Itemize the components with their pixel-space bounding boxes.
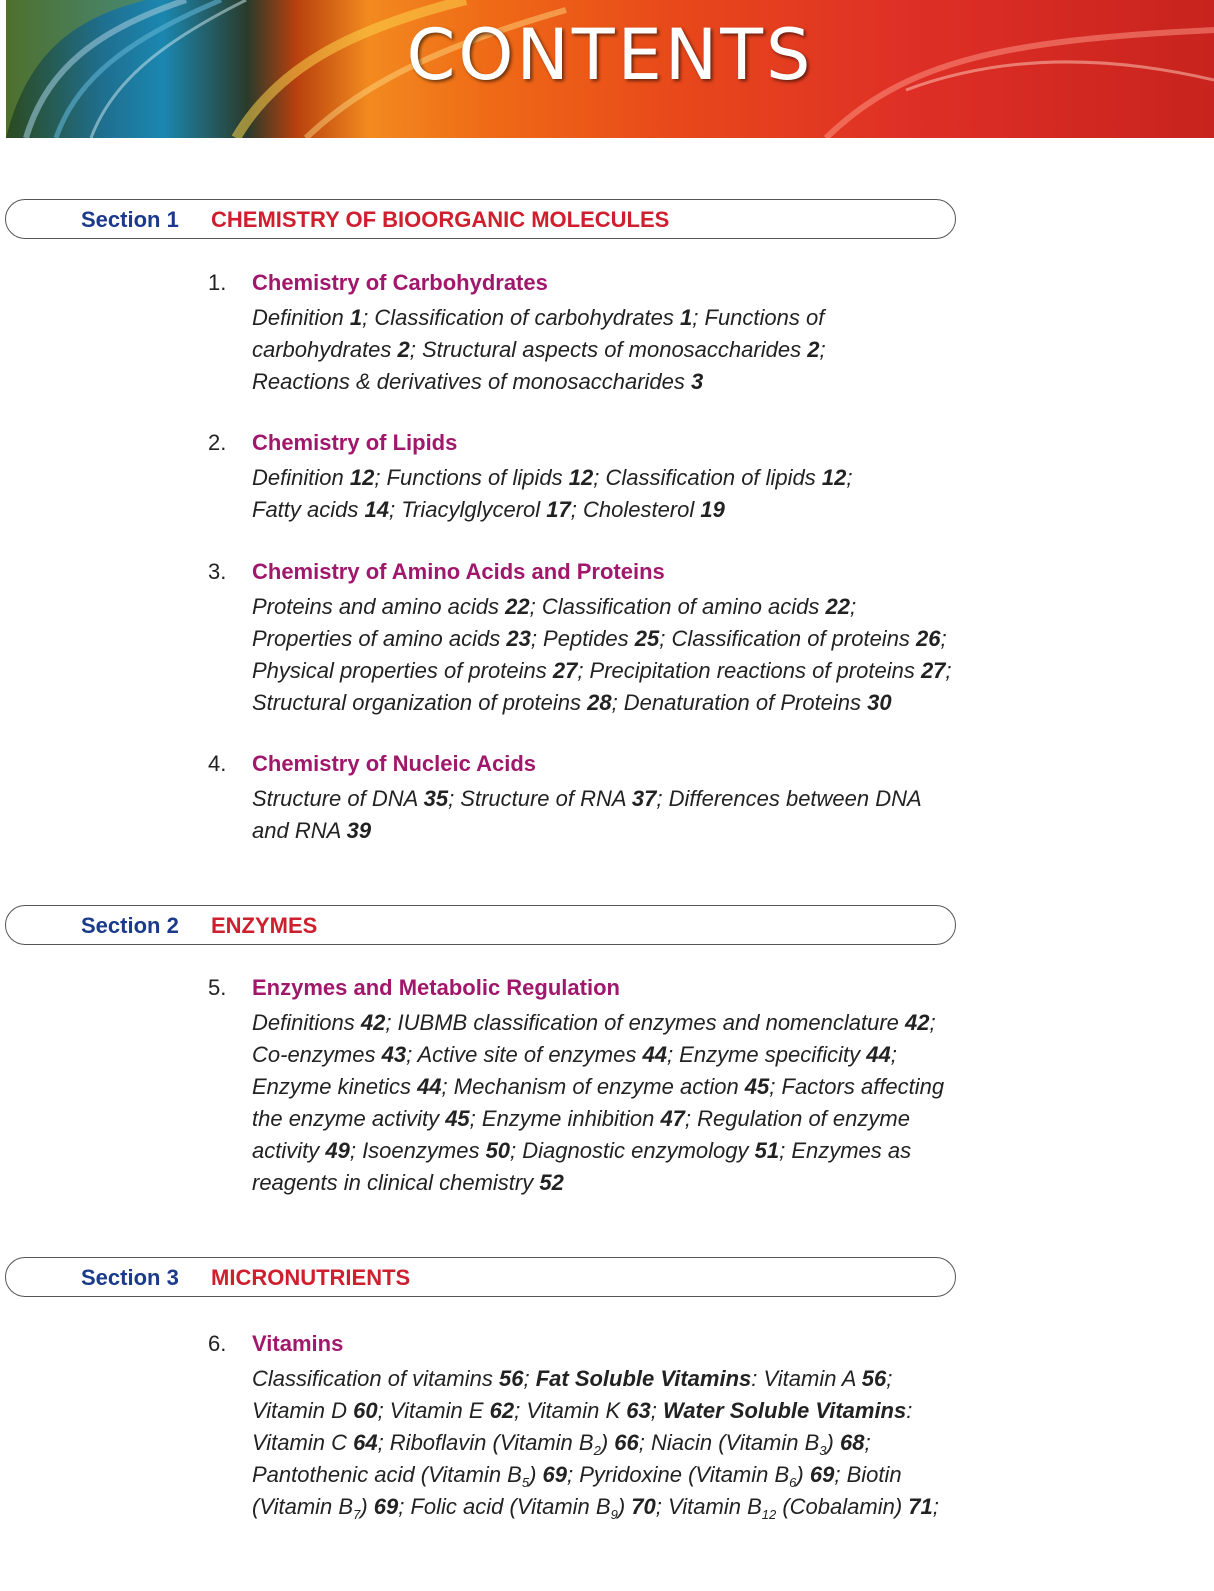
contents-banner bbox=[6, 0, 1214, 138]
page-number: 23 bbox=[506, 626, 531, 651]
topic-text: ; bbox=[650, 1398, 663, 1423]
topic-line bbox=[252, 1363, 1072, 1395]
topic-text: and RNA bbox=[252, 818, 347, 843]
page-number: 51 bbox=[754, 1138, 780, 1163]
topic-line bbox=[252, 591, 1072, 623]
topic-text: ; bbox=[945, 658, 952, 683]
section-header-3 bbox=[5, 1257, 956, 1297]
topic-text: ) bbox=[360, 1494, 374, 1519]
topic-text: ; Niacin (Vitamin B bbox=[638, 1430, 820, 1455]
page-number: 44 bbox=[417, 1074, 442, 1099]
topic-text: ; Triacylglycerol bbox=[388, 497, 547, 522]
topic-line bbox=[252, 1071, 1072, 1103]
subscript: 5 bbox=[521, 1475, 530, 1490]
page-number: Fat Soluble Vitamins bbox=[535, 1366, 752, 1391]
page-number: 19 bbox=[700, 497, 725, 522]
topic-text: ; Riboflavin (Vitamin B bbox=[377, 1430, 594, 1455]
chapter-title[interactable]: Enzymes and Metabolic Regulation bbox=[252, 975, 620, 1000]
topic-text: (Vitamin B bbox=[252, 1494, 354, 1519]
section-title: CHEMISTRY OF BIOORGANIC MOLECULES bbox=[211, 207, 670, 232]
topic-text: ; Peptides bbox=[530, 626, 635, 651]
topic-text: ) bbox=[600, 1430, 615, 1455]
page-number: 69 bbox=[373, 1494, 399, 1519]
topic-text: ; Classification of amino acids bbox=[529, 594, 826, 619]
page-number: 43 bbox=[381, 1042, 407, 1067]
topic-text: ; Regulation of enzyme bbox=[684, 1106, 910, 1131]
page-number: 50 bbox=[485, 1138, 511, 1163]
page-number: 37 bbox=[631, 786, 657, 811]
topic-line bbox=[252, 1395, 1072, 1427]
section-title: ENZYMES bbox=[211, 913, 318, 938]
page-title: CONTENTS bbox=[406, 14, 814, 96]
page-number: 1 bbox=[680, 305, 693, 330]
subscript: 12 bbox=[761, 1507, 777, 1522]
topic-line bbox=[252, 815, 1072, 847]
topic-line bbox=[252, 1427, 1072, 1459]
topic-text: ; bbox=[864, 1430, 871, 1455]
page-number: 12 bbox=[568, 465, 594, 490]
page-number: 45 bbox=[445, 1106, 470, 1131]
topic-line bbox=[252, 1007, 1072, 1039]
section-header-2 bbox=[5, 905, 956, 945]
topic-text: the enzyme activity bbox=[252, 1106, 446, 1131]
topic-text: Definitions bbox=[252, 1010, 361, 1035]
topic-line bbox=[252, 366, 1072, 398]
topic-text: ; Enzymes as bbox=[779, 1138, 912, 1163]
section-label: Section 3 bbox=[81, 1265, 179, 1290]
chapter-title[interactable]: Chemistry of Lipids bbox=[252, 430, 458, 455]
page-number: 26 bbox=[916, 626, 941, 651]
topic-text: ; bbox=[932, 1494, 939, 1519]
page-number: 69 bbox=[542, 1462, 568, 1487]
topic-text: ; Isoenzymes bbox=[349, 1138, 486, 1163]
page-number: 12 bbox=[821, 465, 847, 490]
page-number: 71 bbox=[908, 1494, 933, 1519]
topic-text: Definition bbox=[252, 465, 350, 490]
topic-text: ; bbox=[940, 626, 947, 651]
topic-line bbox=[252, 1135, 1072, 1167]
topic-line bbox=[252, 655, 1072, 687]
topic-line bbox=[252, 687, 1072, 719]
page-number: 22 bbox=[505, 594, 530, 619]
topic-text: Co-enzymes bbox=[252, 1042, 382, 1067]
section-header-1 bbox=[5, 199, 956, 239]
page-number: 27 bbox=[552, 658, 578, 683]
topic-text: ; bbox=[929, 1010, 936, 1035]
topic-text: ; Classification of carbohydrates bbox=[362, 305, 681, 330]
topic-text: Structural organization of proteins bbox=[252, 690, 588, 715]
topic-text: Physical properties of proteins bbox=[252, 658, 553, 683]
page-number: 2 bbox=[397, 337, 410, 362]
page-number: 60 bbox=[353, 1398, 378, 1423]
topic-line bbox=[252, 1103, 1072, 1135]
topic-text: ; Differences between DNA bbox=[656, 786, 922, 811]
topic-text: ; Denaturation of Proteins bbox=[611, 690, 868, 715]
topic-line bbox=[252, 462, 1072, 494]
subscript: 7 bbox=[353, 1507, 361, 1522]
page-number: 25 bbox=[634, 626, 660, 651]
topic-text: ; Classification of proteins bbox=[659, 626, 917, 651]
topic-text: ; Biotin bbox=[834, 1462, 902, 1487]
page-number: 27 bbox=[920, 658, 946, 683]
topic-text: ; Precipitation reactions of proteins bbox=[577, 658, 921, 683]
topic-text: carbohydrates bbox=[252, 337, 398, 362]
topic-text: ; Functions of bbox=[692, 305, 825, 330]
section-title: MICRONUTRIENTS bbox=[211, 1265, 411, 1290]
page-number: 30 bbox=[867, 690, 892, 715]
chapter-topics bbox=[252, 302, 1072, 398]
chapter-number: 6. bbox=[208, 1331, 227, 1356]
topic-text: Pantothenic acid (Vitamin B bbox=[252, 1462, 522, 1487]
page-number: Water Soluble Vitamins bbox=[662, 1398, 907, 1423]
topic-line bbox=[252, 1039, 1072, 1071]
topic-line bbox=[252, 1459, 1072, 1491]
topic-text: ) bbox=[529, 1462, 543, 1487]
topic-text: Classification of vitamins bbox=[252, 1366, 499, 1391]
topic-text: ; Enzyme inhibition bbox=[469, 1106, 661, 1131]
topic-text: Reactions & derivatives of monosaccharides bbox=[252, 369, 691, 394]
topic-text: ; Active site of enzymes bbox=[406, 1042, 643, 1067]
subscript: 9 bbox=[610, 1507, 618, 1522]
topic-line bbox=[252, 623, 1072, 655]
topic-text: ; bbox=[819, 337, 826, 362]
topic-text: ; Functions of lipids bbox=[374, 465, 569, 490]
page-number: 70 bbox=[631, 1494, 656, 1519]
topic-line bbox=[252, 783, 1072, 815]
topic-text: ) bbox=[617, 1494, 632, 1519]
chapter-topics bbox=[252, 591, 1072, 719]
chapter-title[interactable]: Chemistry of Carbohydrates bbox=[252, 270, 548, 295]
topic-text: ; Vitamin K bbox=[514, 1398, 627, 1423]
topic-text: ; bbox=[846, 465, 853, 490]
topic-text: Vitamin C bbox=[252, 1430, 354, 1455]
subscript: 2 bbox=[593, 1443, 601, 1458]
topic-text: ; Mechanism of enzyme action bbox=[441, 1074, 745, 1099]
topic-text: ; Factors affecting bbox=[769, 1074, 945, 1099]
topic-text: ; Cholesterol bbox=[570, 497, 701, 522]
page-number: 49 bbox=[325, 1138, 350, 1163]
chapter-number: 1. bbox=[208, 270, 227, 295]
topic-text: ; Vitamin B bbox=[655, 1494, 762, 1519]
page-number: 63 bbox=[626, 1398, 651, 1423]
topic-text: ; Vitamin E bbox=[377, 1398, 490, 1423]
section-label: Section 1 bbox=[81, 207, 179, 232]
topic-text: Proteins and amino acids bbox=[252, 594, 506, 619]
topic-text: Fatty acids bbox=[252, 497, 365, 522]
chapter-topics bbox=[252, 1363, 1072, 1523]
topic-text: ; IUBMB classification of enzymes and nomenclature bbox=[385, 1010, 906, 1035]
topic-text: activity bbox=[252, 1138, 326, 1163]
page-number: 69 bbox=[809, 1462, 835, 1487]
subscript: 6 bbox=[789, 1475, 797, 1490]
topic-text: ; Structural aspects of monosaccharides bbox=[409, 337, 808, 362]
topic-text: ; Diagnostic enzymology bbox=[510, 1138, 755, 1163]
topic-text: ; Enzyme specificity bbox=[666, 1042, 867, 1067]
page-number: 45 bbox=[744, 1074, 770, 1099]
topic-text: ; bbox=[523, 1366, 536, 1391]
topic-line bbox=[252, 1491, 1072, 1523]
topic-text: ; bbox=[886, 1366, 893, 1391]
page-number: 42 bbox=[905, 1010, 930, 1035]
topic-text: Structure of DNA bbox=[252, 786, 424, 811]
topic-line bbox=[252, 1167, 1072, 1199]
topic-line bbox=[252, 302, 1072, 334]
chapter-number: 4. bbox=[208, 751, 227, 776]
chapter-title[interactable]: Chemistry of Nucleic Acids bbox=[252, 751, 537, 776]
page-number: 17 bbox=[546, 497, 571, 522]
page-number: 12 bbox=[349, 465, 375, 490]
topic-text: ; Structure of RNA bbox=[448, 786, 632, 811]
page-number: 2 bbox=[807, 337, 820, 362]
page-number: 1 bbox=[349, 305, 363, 330]
page-number: 22 bbox=[825, 594, 851, 619]
page-number: 64 bbox=[353, 1430, 378, 1455]
page-number: 52 bbox=[539, 1170, 564, 1195]
page-number: 35 bbox=[423, 786, 449, 811]
page-number: 62 bbox=[489, 1398, 515, 1423]
topic-text: ; Pyridoxine (Vitamin B bbox=[567, 1462, 790, 1487]
topic-text: Definition bbox=[252, 305, 350, 330]
chapter-topics bbox=[252, 783, 1072, 847]
chapter-title[interactable]: Chemistry of Amino Acids and Proteins bbox=[252, 559, 665, 584]
topic-line bbox=[252, 494, 1072, 526]
page-number: 14 bbox=[364, 497, 389, 522]
topic-text: : bbox=[906, 1398, 913, 1423]
page-number: 56 bbox=[861, 1366, 887, 1391]
page-number: 28 bbox=[587, 690, 612, 715]
page-number: 68 bbox=[839, 1430, 865, 1455]
chapter-topics bbox=[252, 462, 1072, 526]
page-number: 44 bbox=[866, 1042, 891, 1067]
topic-text: Enzyme kinetics bbox=[252, 1074, 418, 1099]
topic-text: Vitamin D bbox=[252, 1398, 354, 1423]
topic-line bbox=[252, 334, 1072, 366]
topic-text: Properties of amino acids bbox=[252, 626, 507, 651]
topic-text: ; bbox=[850, 594, 857, 619]
topic-text: ) bbox=[796, 1462, 810, 1487]
page-number: 56 bbox=[498, 1366, 524, 1391]
page-number: 47 bbox=[660, 1106, 685, 1131]
page-number: 44 bbox=[642, 1042, 667, 1067]
page-number: 3 bbox=[691, 369, 704, 394]
chapter-number: 3. bbox=[208, 559, 227, 584]
page-number: 66 bbox=[614, 1430, 639, 1455]
topic-text: ; Folic acid (Vitamin B bbox=[398, 1494, 611, 1519]
chapter-number: 2. bbox=[208, 430, 227, 455]
page-number: 42 bbox=[360, 1010, 386, 1035]
chapter-title[interactable]: Vitamins bbox=[252, 1331, 344, 1356]
topic-text: ) bbox=[826, 1430, 840, 1455]
topic-text: (Cobalamin) bbox=[776, 1494, 909, 1519]
subscript: 3 bbox=[819, 1443, 827, 1458]
section-label: Section 2 bbox=[81, 913, 179, 938]
topic-text: : Vitamin A bbox=[751, 1366, 862, 1391]
page-number: 39 bbox=[346, 818, 372, 843]
chapter-number: 5. bbox=[208, 975, 227, 1000]
topic-text: ; Classification of lipids bbox=[593, 465, 822, 490]
topic-text: ; bbox=[890, 1042, 897, 1067]
topic-text: reagents in clinical chemistry bbox=[252, 1170, 540, 1195]
chapter-topics bbox=[252, 1007, 1072, 1199]
